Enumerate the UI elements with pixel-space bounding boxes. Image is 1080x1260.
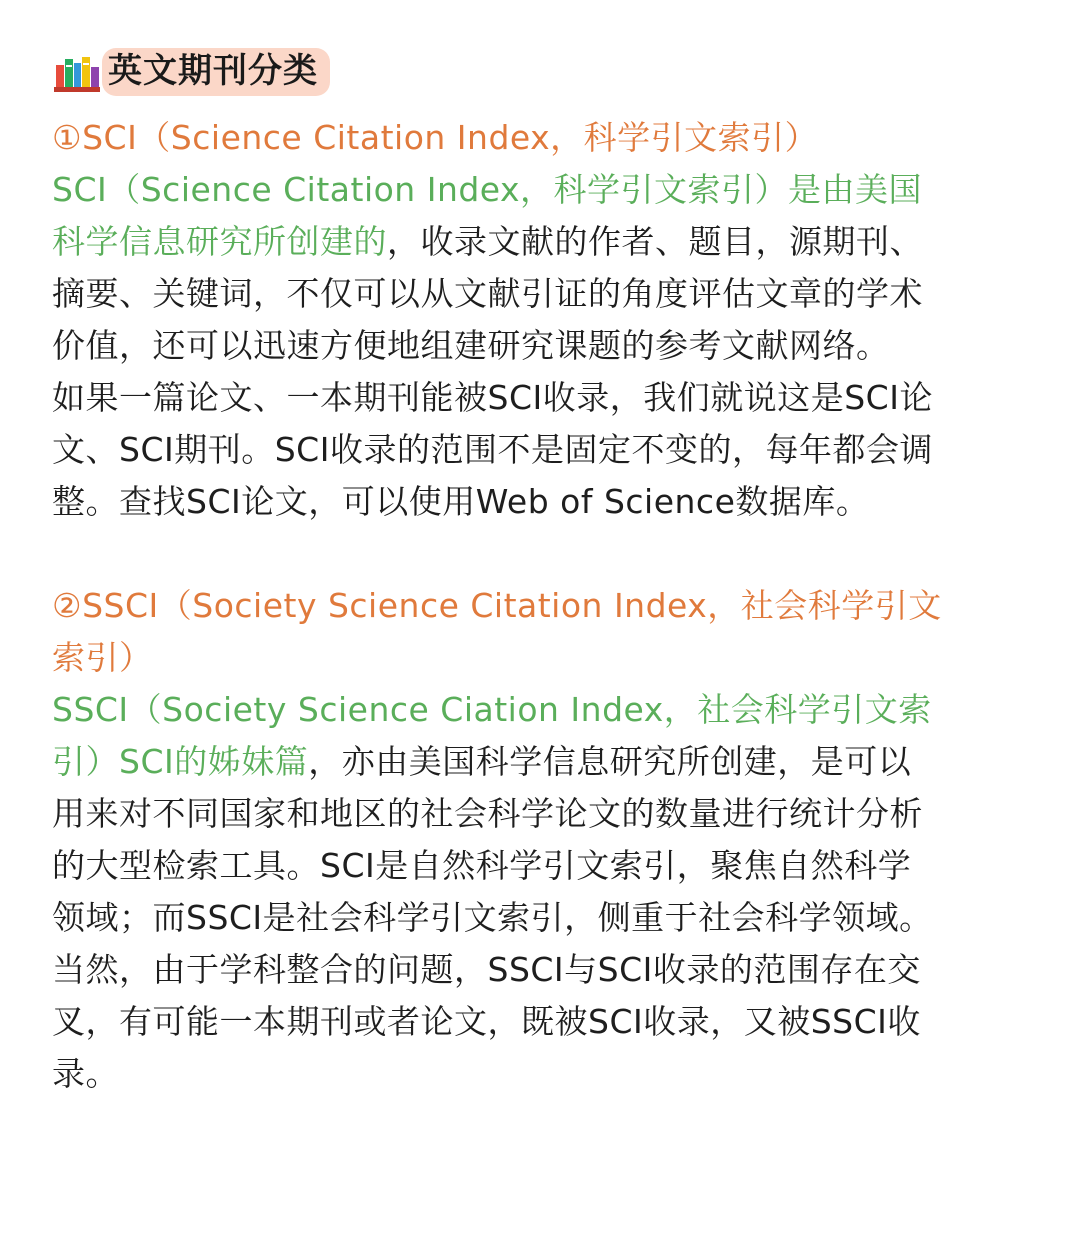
books-icon bbox=[52, 51, 102, 93]
body-line: 用来对不同国家和地区的社会科学论文的数量进行统计分析 bbox=[52, 794, 923, 833]
body-line: 文、SCI期刊。SCI收录的范围不是固定不变的，每年都会调 bbox=[52, 430, 933, 469]
mixed-line bbox=[52, 216, 1042, 268]
body-line: 的大型检索工具。SCI是自然科学引文索引，聚焦自然科学 bbox=[52, 846, 912, 885]
body-text: ，亦由美国科学信息研究所创建，是可以 bbox=[308, 742, 912, 781]
body-line: 整。查找SCI论文，可以使用Web of Science数据库。 bbox=[52, 482, 870, 521]
body-line: 录。 bbox=[52, 1054, 119, 1093]
body-line: 如果一篇论文、一本期刊能被SCI收录，我们就说这是SCI论 bbox=[52, 378, 933, 417]
definition-line: SSCI（Society Science Ciation Index，社会科学引文索 bbox=[52, 690, 932, 729]
section-ssci bbox=[52, 580, 1042, 1100]
definition-line: 引）SCI的姊妹篇 bbox=[52, 742, 309, 781]
section-heading: ②SSCI（Society Science Citation Index，社会科学引文 bbox=[52, 586, 942, 625]
section-heading-cont: 索引） bbox=[52, 638, 153, 677]
section-sci bbox=[52, 112, 1042, 528]
title-row bbox=[52, 48, 330, 96]
page-title: 英文期刊分类 bbox=[102, 48, 330, 96]
body-line: 领域；而SSCI是社会科学引文索引，侧重于社会科学领域。 bbox=[52, 898, 933, 937]
definition-line: SCI（Science Citation Index，科学引文索引）是由美国 bbox=[52, 170, 923, 209]
body-line: 当然，由于学科整合的问题，SSCI与SCI收录的范围存在交 bbox=[52, 950, 921, 989]
body-text: ，收录文献的作者、题目，源期刊、 bbox=[387, 222, 923, 261]
body-line: 叉，有可能一本期刊或者论文，既被SCI收录，又被SSCI收 bbox=[52, 1002, 921, 1041]
body-line: 摘要、关键词，不仅可以从文献引证的角度评估文章的学术 bbox=[52, 274, 923, 313]
section-heading: ①SCI（Science Citation Index，科学引文索引） bbox=[52, 118, 819, 157]
mixed-line bbox=[52, 736, 1042, 788]
body-line: 价值，还可以迅速方便地组建研究课题的参考文献网络。 bbox=[52, 326, 890, 365]
definition-line: 科学信息研究所创建的 bbox=[52, 222, 387, 261]
